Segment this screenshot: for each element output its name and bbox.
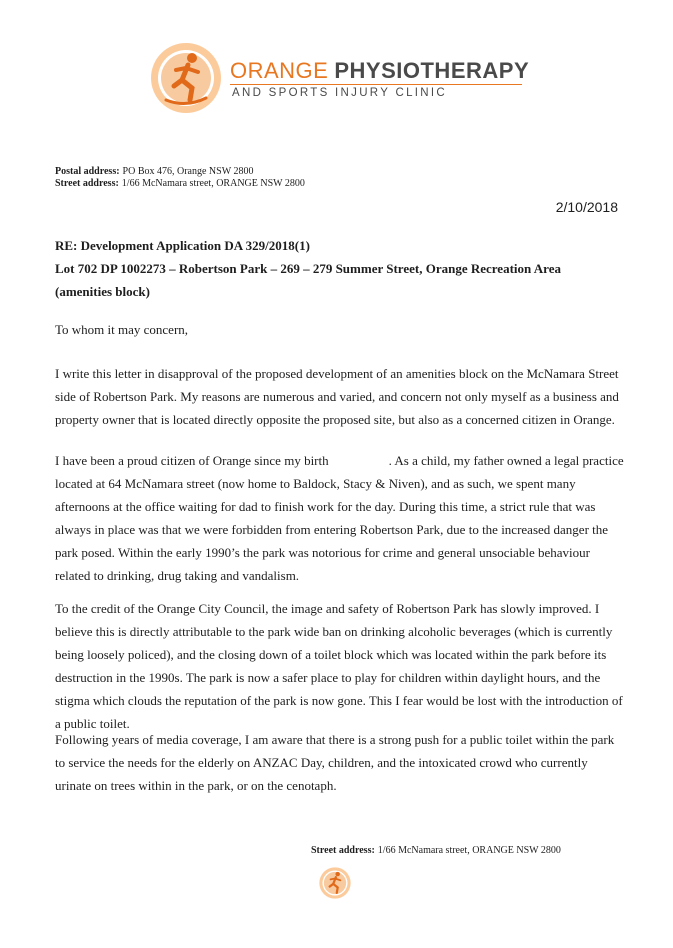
paragraph-2	[55, 449, 625, 587]
salutation: To whom it may concern,	[55, 322, 189, 337]
subject-block	[55, 234, 615, 303]
street-address-label: Street address:	[55, 178, 119, 189]
footer-street-address	[311, 845, 561, 856]
street-address-value: 1/66 McNamara street, ORANGE NSW 2800	[121, 178, 305, 189]
postal-address-label: Postal address:	[55, 166, 120, 177]
logo-tagline: AND SPORTS INJURY CLINIC	[232, 87, 447, 99]
postal-address-value: PO Box 476, Orange NSW 2800	[122, 166, 254, 177]
letter-date: 2/10/2018	[555, 199, 618, 215]
footer-street-value: 1/66 McNamara street, ORANGE NSW 2800	[377, 845, 561, 856]
postal-address	[55, 166, 253, 177]
footer-street-label: Street address:	[311, 845, 375, 856]
logo-divider	[230, 84, 522, 85]
paragraph-3: To the credit of the Orange City Council, the image and safety of Robertson Park has slowly improved. I believe this is directly attributable to the park wide ban on drinking alcoholic beverages (which is currently being loosely policed), and the closing down of a toilet block which was located within the park before its destruction in the 1990s. The park is now a safer place to play for children within daylight hours, and the stigma which clouds the reputation of the park is now gone. This I fear would be lost with the introduction of a public toilet.	[55, 601, 623, 731]
paragraph-4: Following years of media coverage, I am aware that there is a strong push for a public toilet within the park to service the needs for the elderly on ANZAC Day, children, and the intoxicated crowd who currently urinate on trees within in the park, or on the cenotaph.	[55, 732, 615, 793]
footer-running-man-icon	[318, 866, 352, 900]
paragraph-2-part-b: . As a child, my father owned a legal practice located at 64 McNamara street (now home to Baldock, Stacy & Niven), and as such, we spent many afternoons at the office waiting for dad to finish work for the day. During this time, a strict rule that was always in place was that we were forbidden from entering Robertson Park, due to the increased danger the park posed. Within the early 1990’s the park was notorious for crime and general unsociable behaviour related to drinking, drug taking and vandalism.	[55, 453, 624, 583]
paragraph-1: I write this letter in disapproval of the proposed development of an amenities block on the McNamara Street side of Robertson Park. My reasons are numerous and varied, and concern not only myself as a business and property owner that is located directly opposite the proposed site, but also as a concerned citizen in Orange.	[55, 366, 619, 427]
logo-wordmark	[230, 58, 529, 84]
paragraph-2-part-a: I have been a proud citizen of Orange since my birth	[55, 453, 329, 468]
logo-brand-secondary: PHYSIOTHERAPY	[334, 58, 530, 83]
street-address	[55, 178, 305, 189]
clinic-logo	[148, 40, 538, 120]
logo-brand-primary: ORANGE	[230, 58, 329, 83]
subject-line-1: RE: Development Application DA 329/2018(1)	[55, 238, 310, 253]
subject-line-2: Lot 702 DP 1002273 – Robertson Park – 269 – 279 Summer Street, Orange Recreation Area (amenities block)	[55, 261, 561, 299]
running-man-emblem-icon	[148, 40, 224, 116]
